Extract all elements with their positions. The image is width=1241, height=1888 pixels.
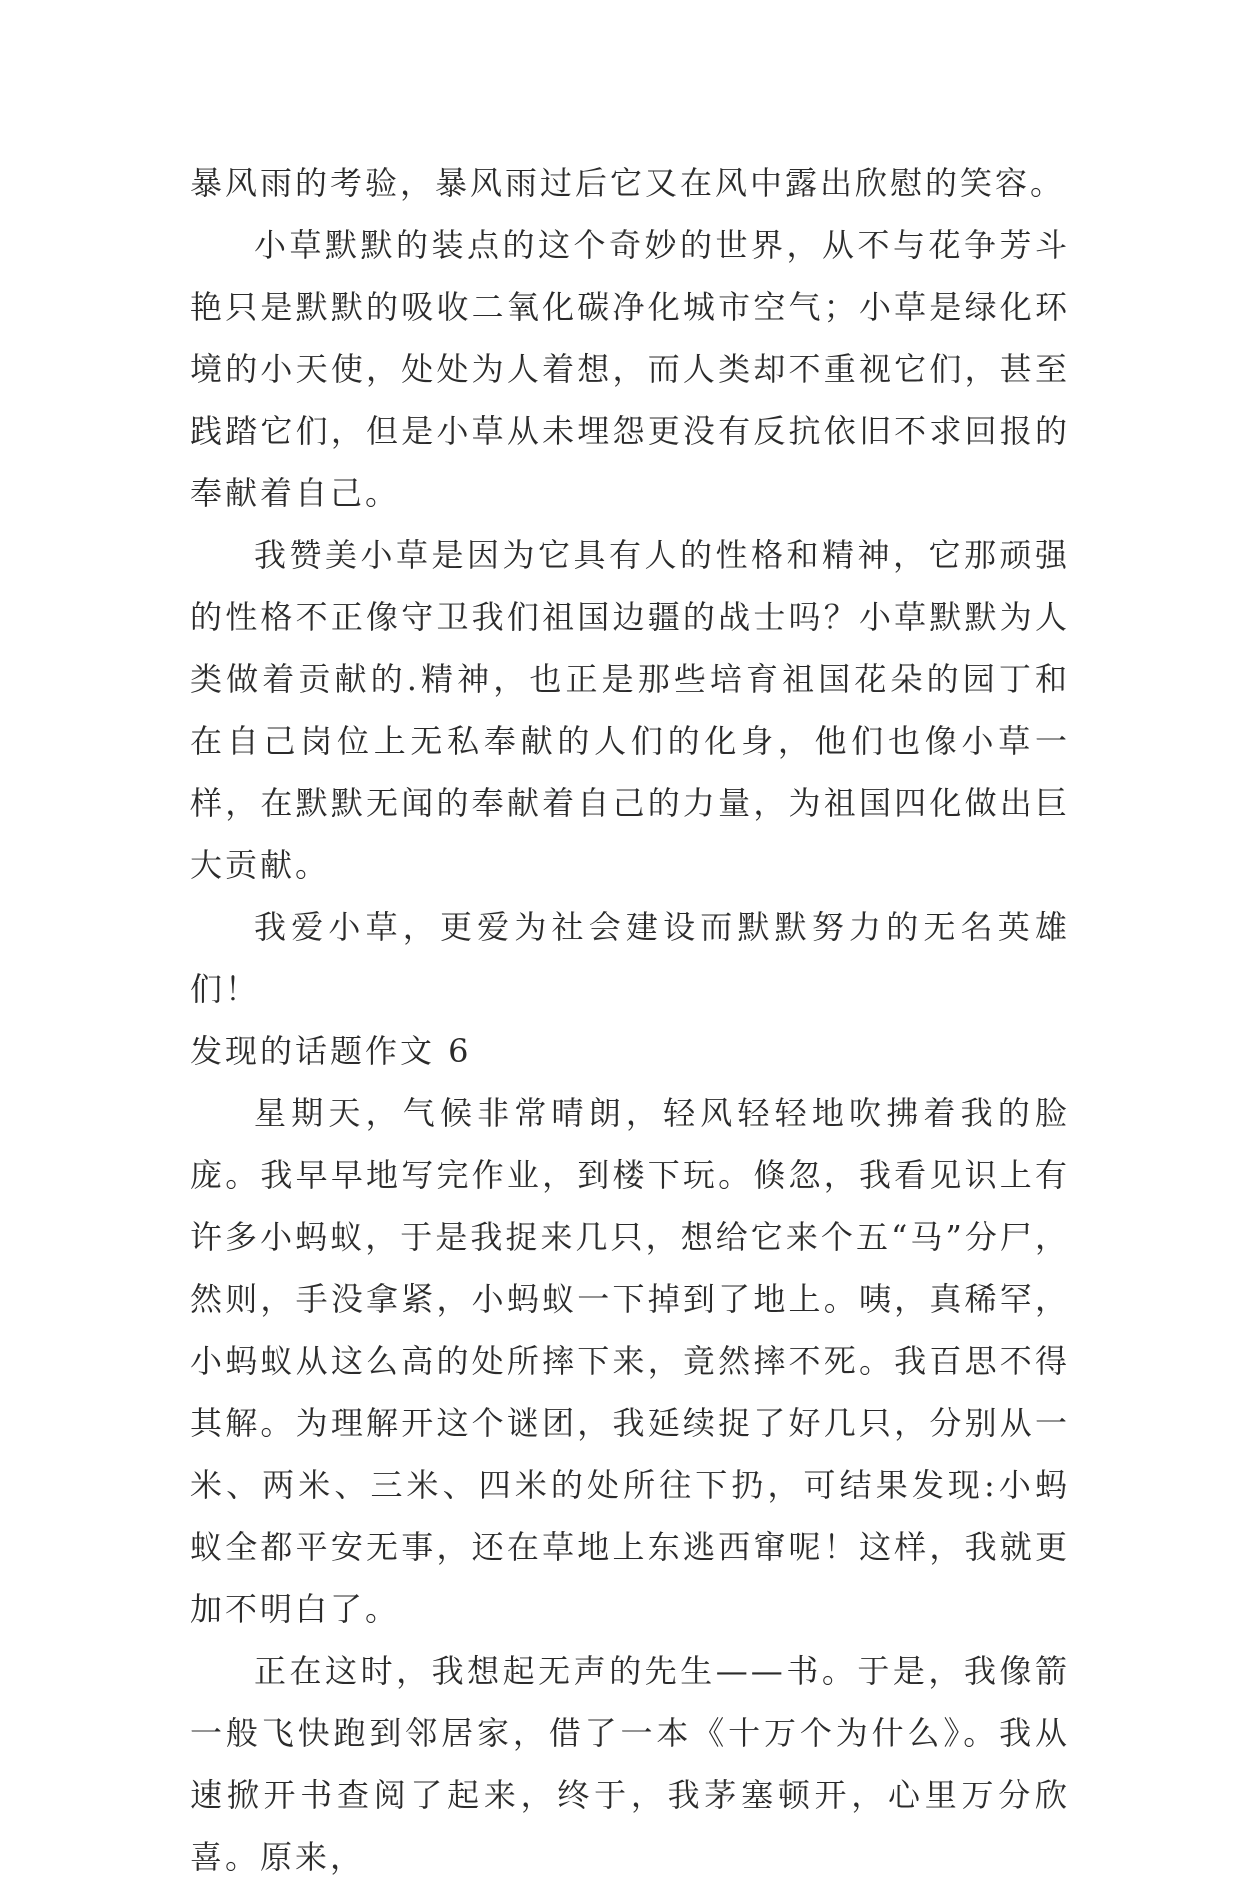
paragraph-4: 我爱小草，更爱为社会建设而默默努力的无名英雄们！ — [190, 908, 1070, 1008]
paragraph-6: 正在这时，我想起无声的先生——书。于是，我像箭一般飞快跑到邻居家，借了一本《十万个为什么》。我从速掀开书查阅了起来，终于，我茅塞顿开，心里万分欣喜。原来， — [190, 1652, 1070, 1876]
paragraph-1: 暴风雨的考验，暴风雨过后它又在风中露出欣慰的笑容。 — [190, 164, 1066, 202]
paragraph-5: 星期天，气候非常晴朗，轻风轻轻地吹拂着我的脸庞。我早早地写完作业，到楼下玩。倏忽，我看见识上有许多小蚂蚁，于是我捉来几只，想给它来个五“马”分尸，然则，手没拿紧，小蚂蚁一下掉到了地上。咦，真稀罕，小蚂蚁从这么高的处所摔下来，竟然摔不死。我百思不得其解。为理解开这个谜团，我延续捉了好几只，分别从一米、两米、三米、四米的处所往下扔，可结果发现:小蚂蚁全都平安无事，还在草地上东逃西窜呢！这样，我就更加不明白了。 — [190, 1094, 1070, 1628]
section-title: 发现的话题作文 6 — [190, 1032, 472, 1070]
document-body — [190, 152, 1070, 1888]
paragraph-3: 我赞美小草是因为它具有人的性格和精神，它那顽强的性格不正像守卫我们祖国边疆的战士吗？小草默默为人类做着贡献的.精神，也正是那些培育祖国花朵的园丁和在自己岗位上无私奉献的人们的化身，他们也像小草一样，在默默无闻的奉献着自己的力量，为祖国四化做出巨大贡献。 — [190, 536, 1070, 884]
paragraph-2: 小草默默的装点的这个奇妙的世界，从不与花争芳斗艳只是默默的吸收二氧化碳净化城市空气；小草是绿化环境的小天使，处处为人着想，而人类却不重视它们，甚至践踏它们，但是小草从未埋怨更没有反抗依旧不求回报的奉献着自己。 — [190, 226, 1070, 512]
